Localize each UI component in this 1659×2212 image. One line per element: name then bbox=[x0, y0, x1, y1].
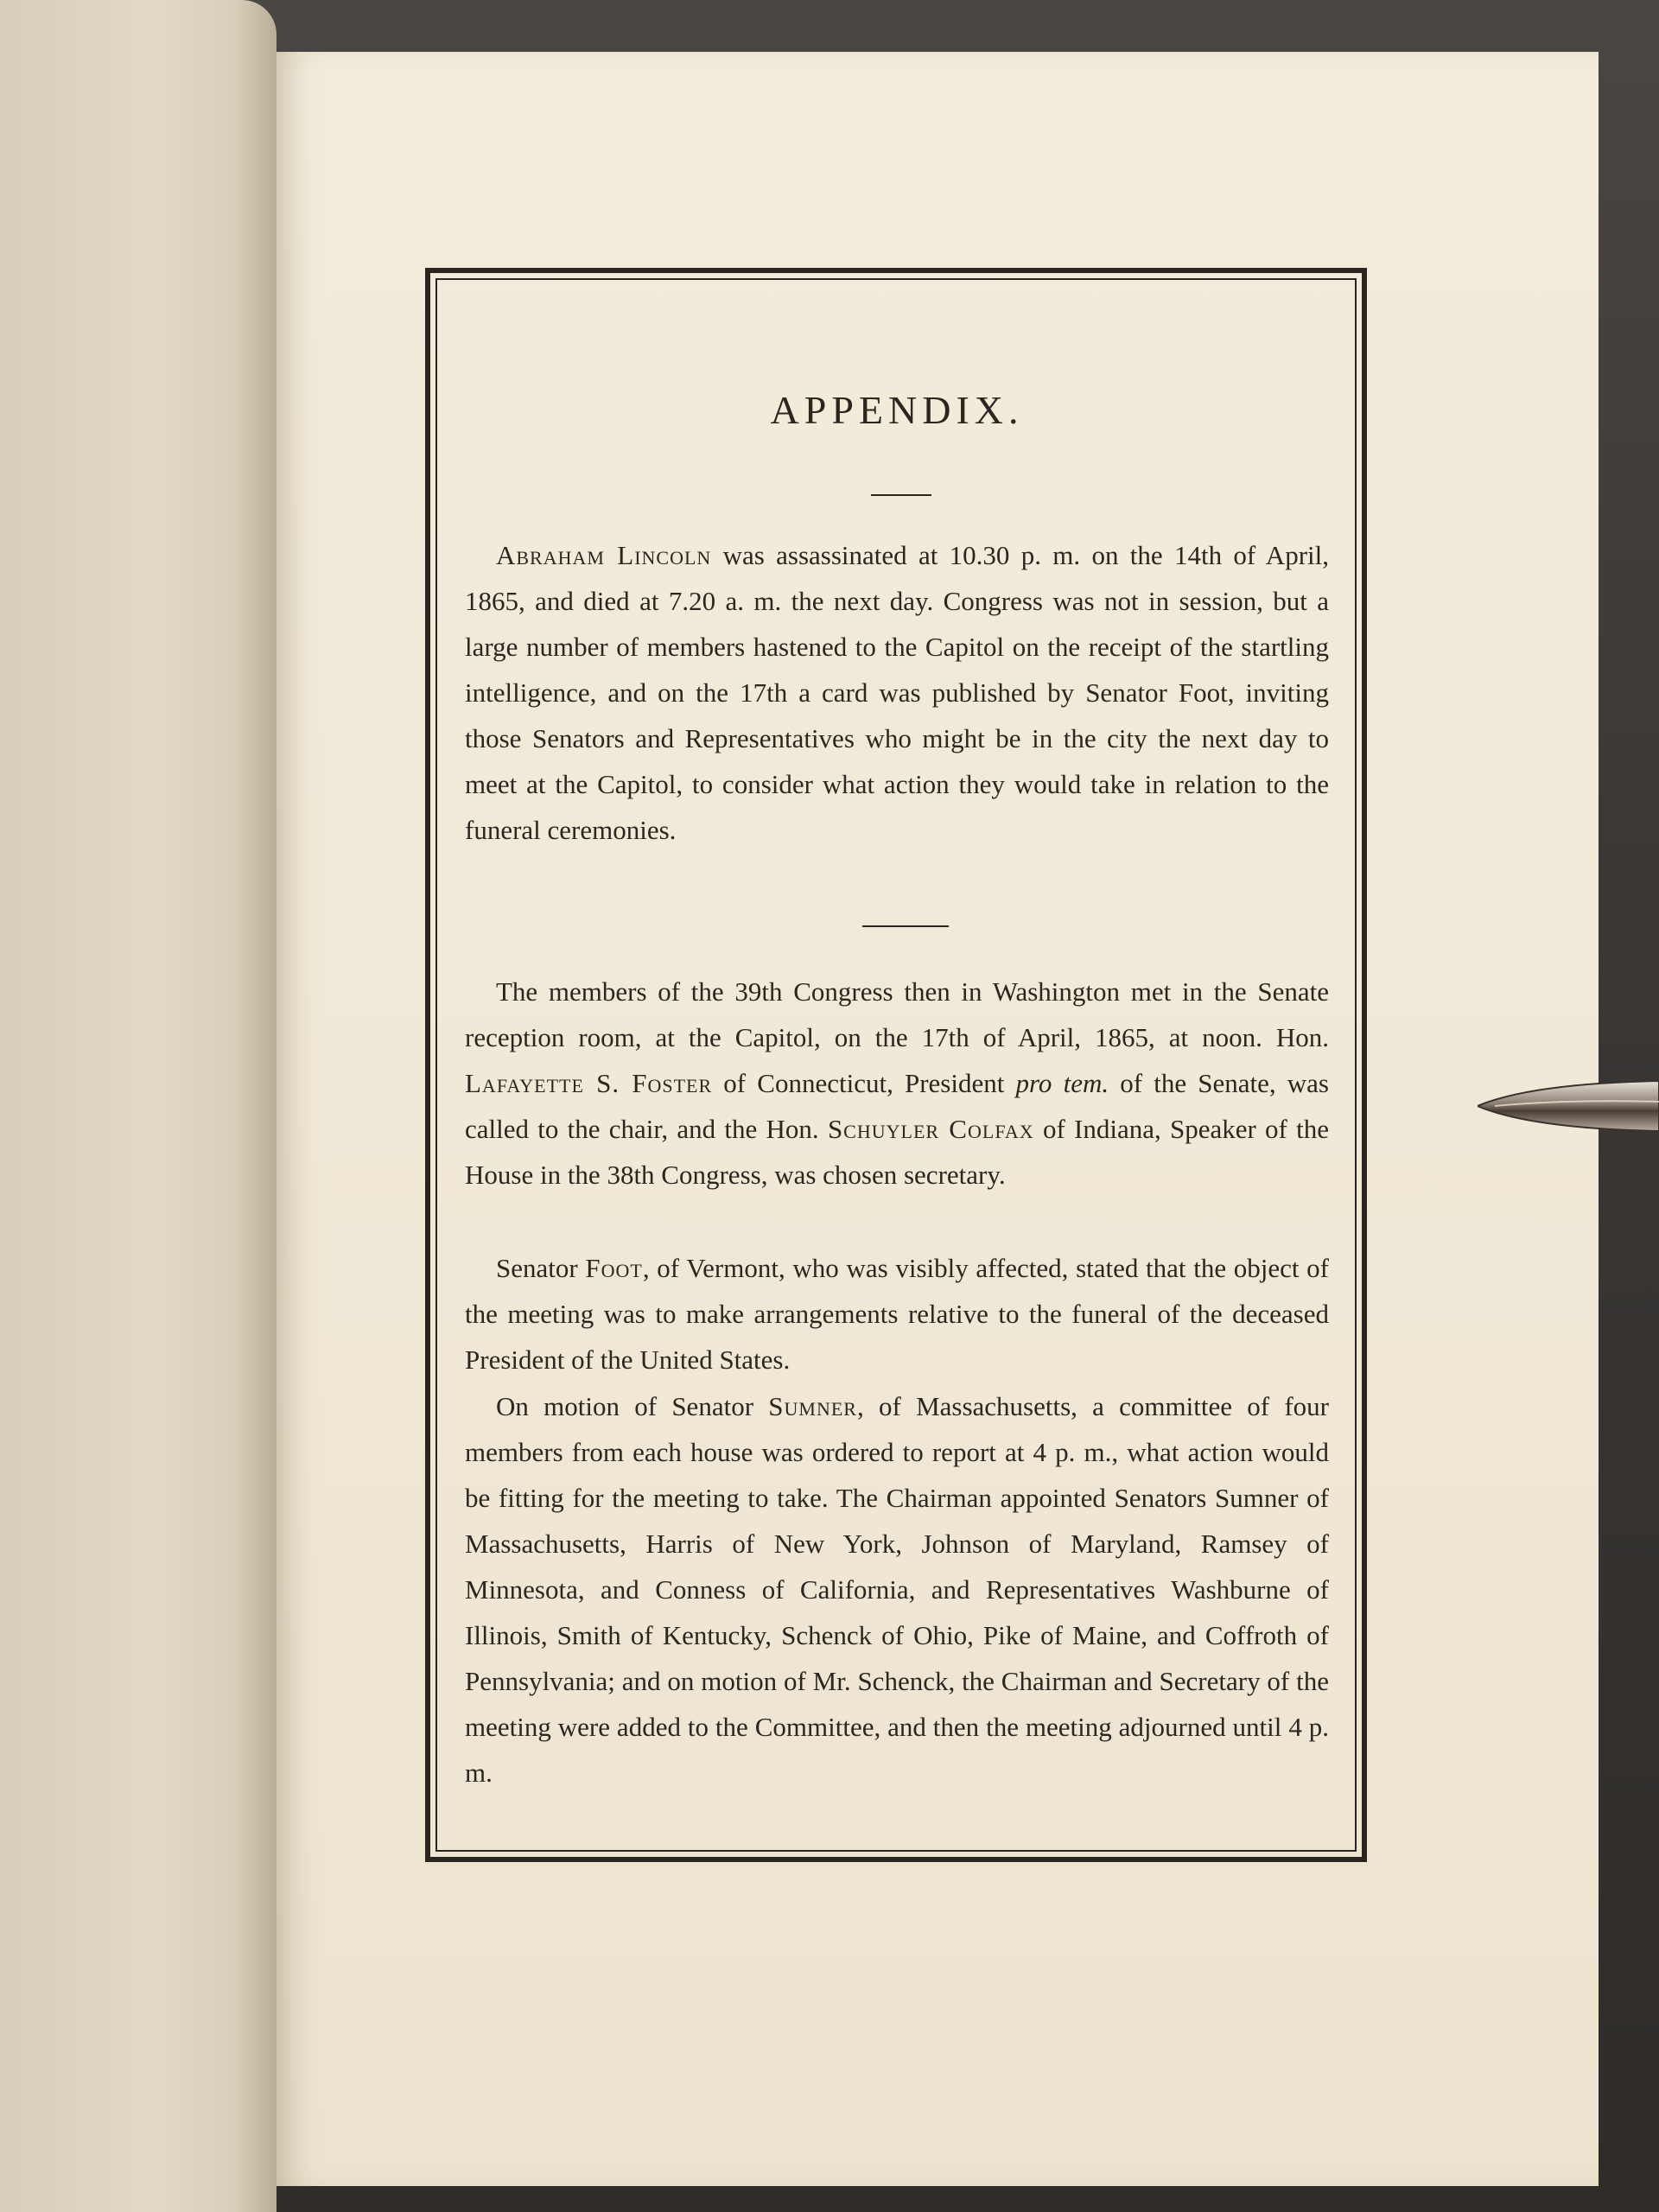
appendix-heading: APPENDIX. bbox=[770, 388, 1024, 432]
section-divider bbox=[862, 925, 949, 927]
name-lafayette-foster: Lafayette S. Foster bbox=[465, 1068, 713, 1098]
paragraph-senator-foot bbox=[465, 1245, 1329, 1382]
name-foot: Foot bbox=[585, 1253, 643, 1283]
paragraph-meeting bbox=[465, 969, 1329, 1198]
paragraph-committee bbox=[465, 1383, 1329, 1796]
committee-text-b: , of Massachusetts, a committee of four members from each house was ordered to report at 4 p. m., what action would be fitting for the meeting to take. The Chairman appointed Senators Sumner of Massachusetts, Harris of New York, Johnson of Maryland, Ramsey of Minnesota, and Conness of California, and Representatives Washburne of Illinois, Smith of Kentucky, Schenck of Ohio, Pike of Maine, and Coffroth of Pennsylvania; and on motion of Mr. Schenck, the Chairman and Secretary of the meeting were added to the Committee, and then the meeting adjourned until 4 p. m. bbox=[465, 1391, 1329, 1788]
name-sumner: Sumner bbox=[768, 1391, 857, 1421]
page-border-frame bbox=[425, 268, 1367, 1862]
heading-rule bbox=[871, 494, 931, 496]
foot-text-b: , of Vermont, who was visibly affected, stated that the object of the meeting was to make arrangements relative to the funeral of the deceased President of the United States. bbox=[465, 1253, 1329, 1375]
book-page bbox=[276, 52, 1599, 2186]
metal-page-pointer bbox=[1478, 1076, 1659, 1136]
committee-text-a: On motion of Senator bbox=[496, 1391, 769, 1421]
name-abraham-lincoln: Abraham Lincoln bbox=[496, 540, 712, 570]
paragraph-assassination-text: was assassinated at 10.30 p. m. on the 14th of April, 1865, and died at 7.20 a. m. the next day. Congress was not in session, but a large number of members hastened to the Capitol on the receipt of the startling intelligence, and on the 17th a card was published by Senator Foot, inviting those Senators and Representatives who might be in the city the next day to meet at the Capitol, to consider what action they would take in relation to the funeral ceremonies. bbox=[465, 540, 1329, 845]
meeting-text-c: of the Senate, was called to the chair, and the Hon. bbox=[465, 1068, 1329, 1144]
name-schuyler-colfax: Schuyler Colfax bbox=[827, 1114, 1034, 1144]
meeting-text-b: of Connecticut, President bbox=[712, 1068, 1016, 1098]
paragraph-assassination bbox=[465, 532, 1329, 853]
meeting-text-a: The members of the 39th Congress then in Washington met in the Senate reception room, at the Capitol, on the 17th of April, 1865, at noon. Hon. bbox=[465, 976, 1329, 1052]
meeting-text-d: of Indiana, Speaker of the House in the 38th Congress, was chosen secretary. bbox=[465, 1114, 1329, 1190]
foot-text-a: Senator bbox=[496, 1253, 586, 1283]
pro-tem-italic: pro tem. bbox=[1015, 1068, 1109, 1098]
left-facing-page bbox=[0, 0, 276, 2212]
